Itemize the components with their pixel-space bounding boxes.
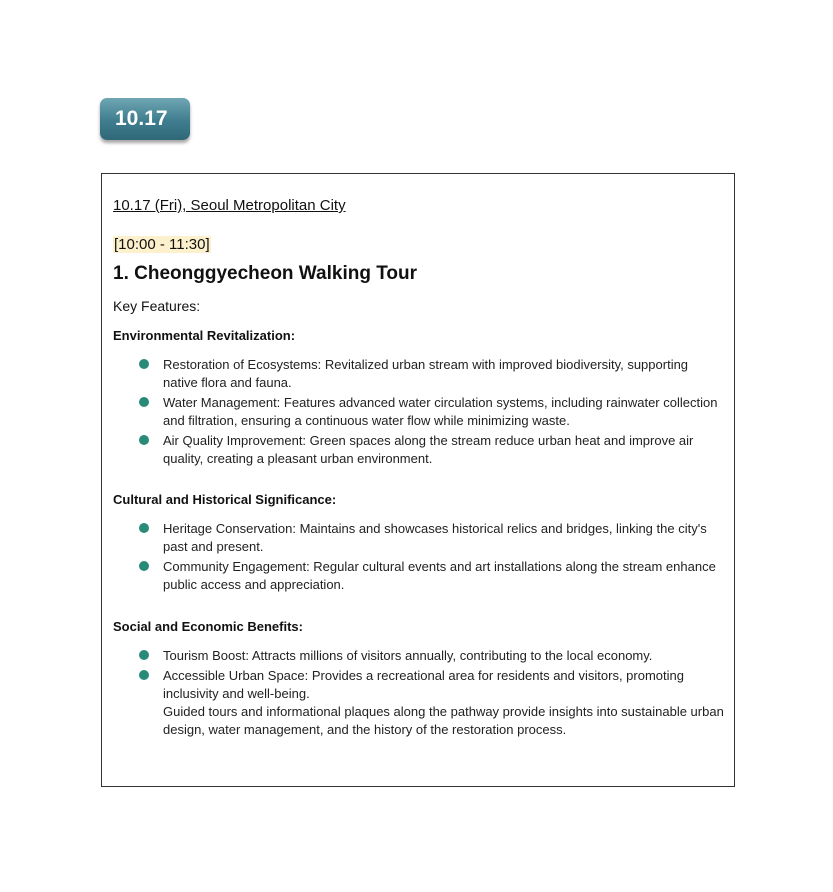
- day-heading: 10.17 (Fri), Seoul Metropolitan City: [113, 197, 346, 214]
- list-item-text: Water Management: Features advanced water circulation systems, including rainwater collection and filtration, ensuring a continuous water flow while minimizing waste.: [163, 395, 718, 428]
- list-item-text: Accessible Urban Space: Provides a recreational area for residents and visitors, promoting inclusivity and well-being.: [163, 668, 684, 701]
- list-item: [102, 520, 736, 556]
- section-title-social: Social and Economic Benefits:: [113, 619, 303, 634]
- list-item: [102, 558, 736, 594]
- list-item: [102, 647, 736, 665]
- list-item-text: Heritage Conservation: Maintains and showcases historical relics and bridges, linking the city's past and present.: [163, 521, 707, 554]
- list-item: [102, 667, 736, 739]
- date-tab: 10.17: [100, 98, 190, 140]
- section-title-cultural: Cultural and Historical Significance:: [113, 492, 337, 507]
- list-item: [102, 432, 736, 468]
- bullet-icon: [139, 359, 149, 369]
- bullet-icon: [139, 561, 149, 571]
- itinerary-box: [101, 173, 735, 787]
- environmental-list: [102, 356, 736, 470]
- list-item-text: Restoration of Ecosystems: Revitalized urban stream with improved biodiversity, supporting native flora and fauna.: [163, 357, 689, 390]
- list-item-text: Community Engagement: Regular cultural events and art installations along the stream enhance public access and appreciation.: [163, 559, 716, 592]
- cultural-list: [102, 520, 736, 596]
- section-title-environmental: Environmental Revitalization:: [113, 328, 296, 343]
- closing-note: Guided tours and informational plaques along the pathway provide insights into sustainable urban design, water management, and the history of the restoration process.: [163, 704, 724, 737]
- bullet-icon: [139, 435, 149, 445]
- bullet-icon: [139, 523, 149, 533]
- list-item-text: Air Quality Improvement: Green spaces along the stream reduce urban heat and improve air quality, creating a pleasant urban environment.: [163, 433, 694, 466]
- bullet-icon: [139, 397, 149, 407]
- bullet-icon: [139, 650, 149, 660]
- list-item-text: Tourism Boost: Attracts millions of visitors annually, contributing to the local economy.: [163, 648, 653, 663]
- time-slot: [10:00 - 11:30]: [114, 236, 210, 253]
- bullet-icon: [139, 670, 149, 680]
- list-item: [102, 356, 736, 392]
- key-features-label: Key Features:: [113, 298, 201, 314]
- list-item: [102, 394, 736, 430]
- tour-title: 1. Cheonggyecheon Walking Tour: [113, 263, 418, 284]
- social-list: [102, 647, 736, 741]
